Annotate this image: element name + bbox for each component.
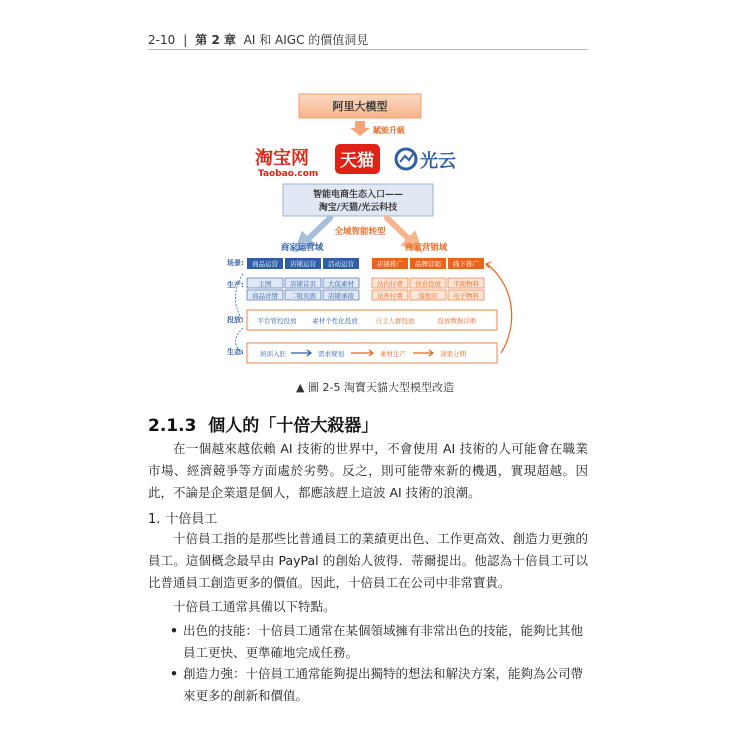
subsection-title: 十倍員工	[165, 512, 218, 527]
delivery-item: 素材个性化投放	[312, 317, 358, 325]
right-loop-arrow-icon	[487, 264, 512, 353]
guangyun-logo-mark	[400, 154, 413, 162]
figure-caption	[0, 379, 750, 395]
eco-item: 培训入驻	[260, 350, 286, 358]
production-rows	[247, 278, 484, 300]
page-number: 2-10	[148, 33, 176, 47]
prod-item: 店铺承接	[328, 292, 354, 300]
prod-item: 商品详情	[252, 292, 278, 300]
section-title: 個人的「十倍大殺器」	[208, 416, 379, 436]
scene-row	[247, 258, 484, 269]
taobao-logo-text: 淘宝网	[255, 148, 309, 169]
running-header	[148, 31, 368, 48]
bullet-item	[170, 620, 588, 664]
right-domain-label: 商家营销域	[404, 243, 448, 253]
bullet-icon: •	[170, 623, 178, 638]
caption-text: 圖 2-5 淘寶天貓大型模型改造	[308, 381, 454, 394]
down-arrow-icon	[350, 121, 370, 136]
prod-item: 主图	[258, 280, 272, 288]
prod-item: 电子物料	[453, 292, 479, 300]
scene-item: 线下推广	[453, 260, 479, 268]
subsection-heading	[148, 508, 217, 527]
prod-item: 二级页面	[290, 292, 316, 300]
prod-item: 站内付费	[377, 280, 403, 288]
paragraph-1: 在一個越來越依賴 AI 技術的世界中，不會使用 AI 技術的人可能會在職業市場、經濟競爭等方面處於劣勢。反之，則可能帶來新的機遇，實現超越。因此，不論是企業還是個人，都應該趕上這波 AI 技術的浪潮。	[148, 441, 588, 500]
delivery-item: 投放数据诊断	[437, 317, 477, 325]
eco-item: 效果分佣	[440, 350, 466, 358]
prod-item: 站外付费	[377, 292, 403, 300]
bullet-text: 創造力強：十倍員工通常能夠提出獨特的想法和解決方案，能夠為公司帶來更多的創新和價值。	[183, 666, 584, 703]
paragraph-2: 十倍員工指的是那些比普通員工的業績更出色、工作更高效、創造力更強的員工。這個概念最早由 PayPal 的創始人彼得．蒂爾提出。他認為十倍員工可以比普通員工創造更多的價值。因此，十倍員工在公司中非常寶貴。	[148, 531, 588, 590]
guangyun-logo-icon	[396, 149, 416, 169]
header-separator: |	[183, 33, 188, 47]
row-label-scene: 场景:	[227, 259, 244, 267]
entry-line1: 智能电商生态入口——	[312, 190, 404, 200]
top-model-label: 阿里大模型	[332, 100, 388, 113]
delivery-item: 自主人群投放	[375, 317, 415, 325]
scene-item: 店铺运营	[290, 260, 316, 268]
empower-label: 賦能升級	[373, 126, 405, 135]
taobao-logo-en: Taobao.com	[258, 169, 319, 179]
bullet-item	[170, 663, 588, 707]
entry-line2: 淘宝/天猫/光云科技	[318, 203, 398, 213]
eco-item: 需求规划	[318, 350, 344, 358]
header-rule	[148, 49, 588, 50]
scene-item: 商品运营	[252, 260, 278, 268]
scene-item: 活动运营	[328, 260, 354, 268]
chapter-title: AI 和 AIGC 的價值洞見	[243, 33, 369, 47]
scene-item: 店铺推广	[377, 260, 403, 268]
caption-marker-icon: ▲	[296, 381, 305, 394]
row-label-ecosystem: 生态:	[227, 348, 244, 356]
row-label-production: 生产:	[227, 281, 244, 289]
bullet-icon: •	[170, 666, 178, 681]
guangyun-logo-text: 光云	[420, 151, 456, 172]
section-heading	[148, 411, 378, 436]
prod-item: 落地页	[418, 292, 438, 300]
chapter-label: 第 2 章	[195, 33, 236, 47]
delivery-item: 平台管控投放	[257, 317, 297, 325]
eco-item: 素材生产	[380, 350, 406, 358]
transform-label: 全域智能转型	[334, 227, 386, 237]
bullet-text: 出色的技能：十倍員工通常在某個領域擁有非常出色的技能，能夠比其他員工更快、更準確地完成任務。	[183, 623, 584, 660]
figure-diagram	[225, 88, 525, 370]
tmall-logo-text: 天猫	[340, 151, 374, 171]
prod-item: 创意投放	[415, 280, 441, 288]
row-label-delivery: 投放:	[227, 316, 244, 324]
subsection-number: 1.	[148, 512, 161, 527]
section-number: 2.1.3	[148, 416, 197, 436]
prod-item: 大促素材	[328, 280, 354, 288]
paragraph-3: 十倍員工通常具備以下特點。	[173, 599, 336, 614]
prod-item: 店铺首页	[290, 280, 316, 288]
left-domain-label: 商家运营域	[280, 243, 324, 253]
scene-item: 品牌营销	[415, 260, 441, 268]
prod-item: 平面物料	[453, 280, 479, 288]
